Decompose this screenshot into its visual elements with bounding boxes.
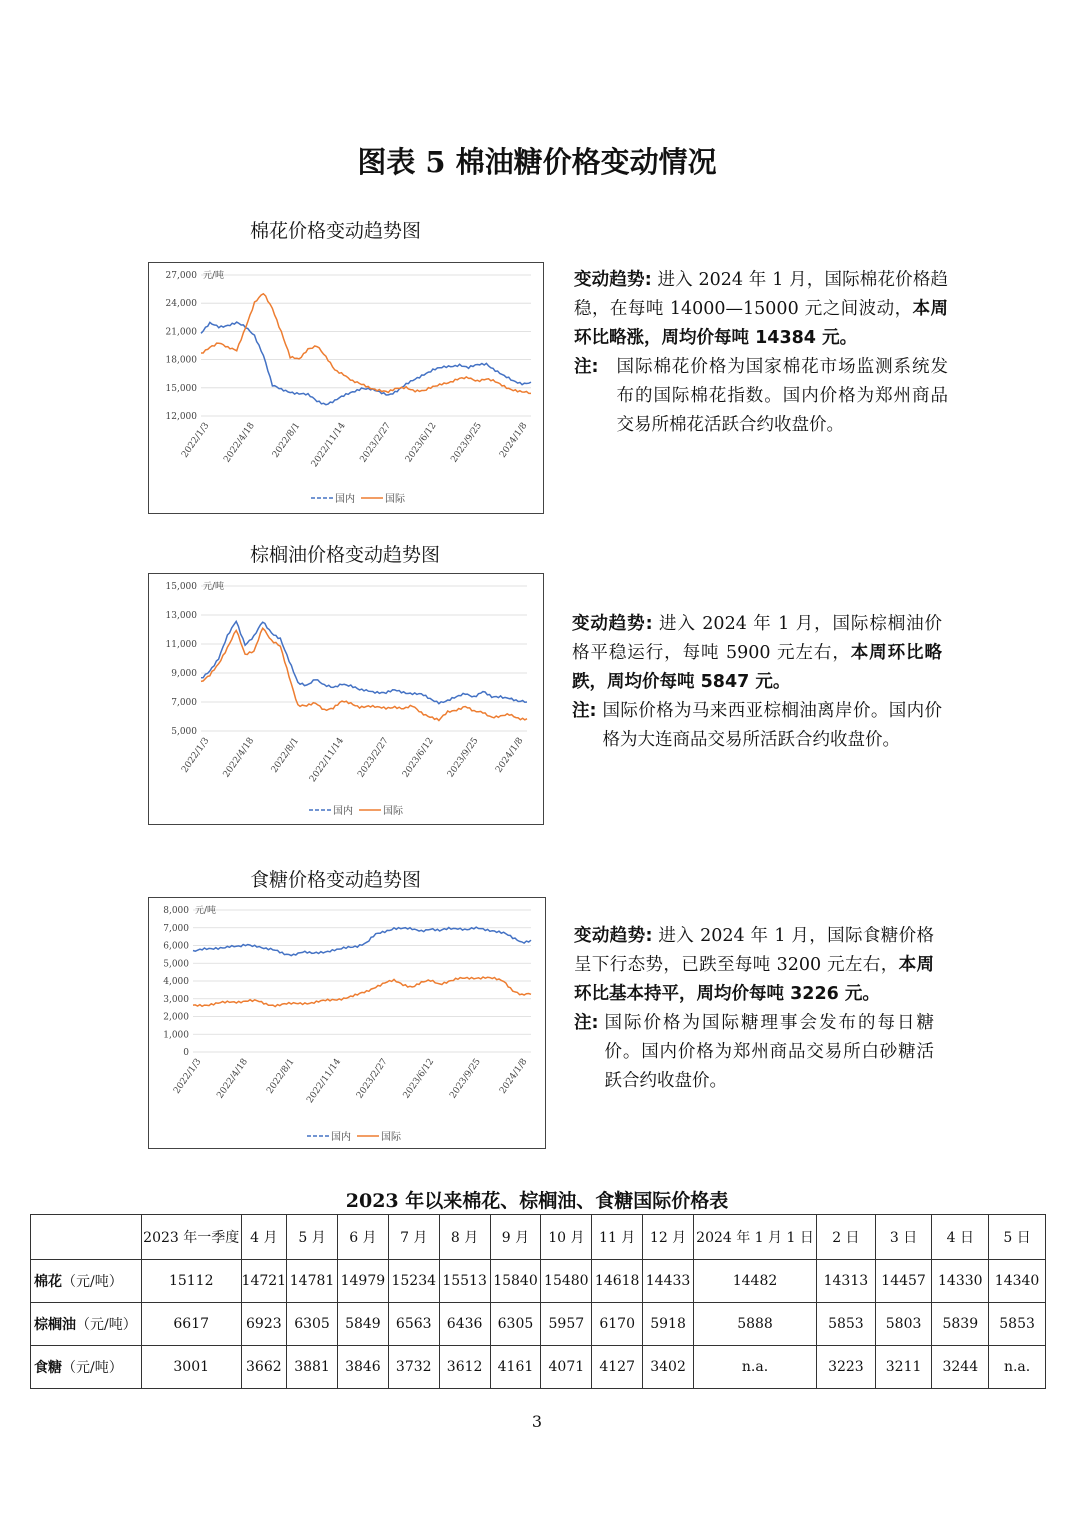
trend-label: 变动趋势: bbox=[574, 926, 653, 946]
y-tick-label: 24,000 bbox=[165, 299, 197, 310]
table-cell: 15480 bbox=[541, 1260, 592, 1303]
note-text: 国际价格为马来西亚棕榈油离岸价。国内价格为大连商品交易所活跃合约收盘价。 bbox=[602, 701, 942, 750]
y-tick-label: 5,000 bbox=[171, 727, 197, 737]
series-line-domestic bbox=[201, 621, 527, 703]
table-row-header bbox=[31, 1260, 142, 1303]
table-cell: 3223 bbox=[817, 1346, 876, 1389]
table-cell: 6436 bbox=[439, 1303, 490, 1346]
table-cell: 6170 bbox=[592, 1303, 643, 1346]
x-tick-label: 2024/1/8 bbox=[494, 735, 526, 775]
y-tick-label: 7,000 bbox=[171, 698, 197, 708]
table-cell: 14330 bbox=[932, 1260, 989, 1303]
y-tick-label: 27,000 bbox=[165, 271, 197, 281]
commodity-name: 棕榈油 bbox=[34, 1317, 76, 1333]
table-header-cell: 3 日 bbox=[875, 1215, 932, 1260]
y-tick-label: 7,000 bbox=[163, 923, 189, 934]
trend-text: 进入 2024 年 1 月，国际棉花价格趋稳，在每吨 14000—15000 元之间波动， bbox=[574, 270, 948, 319]
table-cell: 15840 bbox=[490, 1260, 541, 1303]
table-header-cell: 9 月 bbox=[490, 1215, 541, 1260]
y-tick-label: 11,000 bbox=[165, 640, 197, 650]
note-label: 注: bbox=[574, 357, 599, 377]
x-tick-label: 2023/9/25 bbox=[448, 1056, 483, 1101]
sugar-note bbox=[574, 1009, 934, 1096]
y-tick-label: 15,000 bbox=[165, 582, 197, 592]
table-cell: 3881 bbox=[287, 1346, 338, 1389]
y-tick-label: 12,000 bbox=[165, 412, 197, 422]
sugar-price-chart-svg bbox=[149, 898, 545, 1148]
x-tick-label: 2023/2/27 bbox=[358, 420, 394, 465]
palm-oil-trend bbox=[572, 610, 942, 697]
sugar-description bbox=[574, 922, 934, 1096]
note-label: 注: bbox=[572, 701, 597, 721]
table-header-cell: 11 月 bbox=[592, 1215, 643, 1260]
y-tick-label: 8,000 bbox=[163, 906, 189, 916]
table-cell: 15112 bbox=[141, 1260, 241, 1303]
y-tick-label: 15,000 bbox=[165, 383, 197, 394]
table-header-cell: 4 日 bbox=[932, 1215, 989, 1260]
table-title: 2023 年以来棉花、棕榈油、食糖国际价格表 bbox=[345, 1190, 729, 1212]
trend-label: 变动趋势: bbox=[574, 270, 652, 290]
x-tick-label: 2023/6/12 bbox=[401, 1056, 437, 1101]
palm-oil-chart-title: 棕榈油价格变动趋势图 bbox=[250, 544, 441, 566]
series-line-international bbox=[193, 977, 531, 1007]
palm-oil-chart bbox=[148, 573, 544, 825]
x-tick-label: 2022/11/14 bbox=[308, 735, 347, 785]
unit-label: （元/吨） bbox=[62, 1360, 123, 1376]
table-header-cell bbox=[31, 1215, 142, 1260]
cotton-note bbox=[574, 353, 948, 440]
x-tick-label: 2022/1/3 bbox=[180, 420, 212, 460]
table-cell: 5839 bbox=[932, 1303, 989, 1346]
y-tick-label: 0 bbox=[183, 1048, 189, 1058]
cotton-trend bbox=[574, 266, 948, 353]
table-cell: 3846 bbox=[337, 1346, 388, 1389]
series-line-international bbox=[201, 628, 527, 720]
legend-domestic-label: 国内 bbox=[335, 494, 355, 505]
cotton-chart-title: 棉花价格变动趋势图 bbox=[250, 220, 422, 242]
table-cell: 14313 bbox=[817, 1260, 876, 1303]
note-text: 国际棉花价格为国家棉花市场监测系统发布的国际棉花指数。国内价格为郑州商品交易所棉花活跃合约收盘价。 bbox=[616, 357, 948, 435]
legend-domestic-label: 国内 bbox=[331, 1132, 351, 1143]
table-cell: 5888 bbox=[693, 1303, 816, 1346]
commodity-name: 棉花 bbox=[34, 1274, 62, 1290]
palm-oil-description bbox=[572, 610, 942, 755]
x-tick-label: 2022/11/14 bbox=[305, 1056, 344, 1106]
table-cell: 3662 bbox=[241, 1346, 287, 1389]
table-cell: 14781 bbox=[287, 1260, 338, 1303]
table-header-cell: 12 月 bbox=[643, 1215, 694, 1260]
legend-domestic-label: 国内 bbox=[333, 806, 353, 817]
table-row-header bbox=[31, 1303, 142, 1346]
legend-international-label: 国际 bbox=[381, 1132, 401, 1143]
table-cell: 5853 bbox=[989, 1303, 1046, 1346]
table-cell: 14457 bbox=[875, 1260, 932, 1303]
table-cell: 6305 bbox=[287, 1303, 338, 1346]
table-cell: 3612 bbox=[439, 1346, 490, 1389]
trend-bold-text: 本周环比基本持平，周均价每吨 3226 元。 bbox=[574, 955, 934, 1004]
trend-bold-text: 本周环比略跌，周均价每吨 5847 元。 bbox=[572, 643, 942, 692]
y-tick-label: 1,000 bbox=[163, 1030, 189, 1041]
table-cell: 14433 bbox=[643, 1260, 694, 1303]
table-header-row bbox=[31, 1215, 1046, 1260]
x-tick-label: 2022/1/3 bbox=[180, 735, 212, 775]
unit-label: 元/吨 bbox=[195, 906, 217, 916]
legend-international-label: 国际 bbox=[385, 494, 405, 505]
table-cell: 3211 bbox=[875, 1346, 932, 1389]
sugar-chart-title: 食糖价格变动趋势图 bbox=[250, 869, 422, 891]
table-cell: 6923 bbox=[241, 1303, 287, 1346]
x-tick-label: 2023/2/27 bbox=[355, 1056, 390, 1101]
y-tick-label: 13,000 bbox=[165, 611, 197, 621]
series-line-international bbox=[201, 294, 531, 394]
x-tick-label: 2022/8/1 bbox=[265, 1056, 297, 1096]
note-label: 注: bbox=[574, 1013, 599, 1033]
trend-text: 进入 2024 年 1 月，国际棕榈油价格平稳运行，每吨 5900 元左右， bbox=[572, 614, 943, 663]
table-cell: 14721 bbox=[241, 1260, 287, 1303]
table-cell: n.a. bbox=[989, 1346, 1046, 1389]
x-tick-label: 2022/11/14 bbox=[309, 420, 348, 470]
table-cell: 5853 bbox=[817, 1303, 876, 1346]
x-tick-label: 2022/8/1 bbox=[269, 735, 302, 775]
series-line-domestic bbox=[193, 927, 531, 956]
cotton-price-chart-svg bbox=[149, 263, 543, 513]
unit-label: （元/吨） bbox=[76, 1317, 137, 1333]
y-tick-label: 5,000 bbox=[163, 959, 189, 970]
table-cell: 3001 bbox=[141, 1346, 241, 1389]
commodity-name: 食糖 bbox=[34, 1360, 62, 1376]
y-tick-label: 3,000 bbox=[163, 994, 189, 1005]
note-text: 国际价格为国际糖理事会发布的每日糖价。国内价格为郑州商品交易所白砂糖活跃合约收盘价。 bbox=[604, 1013, 934, 1091]
y-tick-label: 18,000 bbox=[165, 355, 197, 366]
table-cell: 3402 bbox=[643, 1346, 694, 1389]
x-tick-label: 2022/4/18 bbox=[215, 1056, 251, 1101]
table-cell: 14979 bbox=[337, 1260, 388, 1303]
table-cell: 15234 bbox=[388, 1260, 439, 1303]
table-cell: 15513 bbox=[439, 1260, 490, 1303]
y-tick-label: 2,000 bbox=[163, 1012, 189, 1023]
x-tick-label: 2024/1/8 bbox=[498, 420, 530, 460]
table-row bbox=[31, 1346, 1046, 1389]
table-header-cell: 5 月 bbox=[287, 1215, 338, 1260]
table-cell: 6563 bbox=[388, 1303, 439, 1346]
sugar-chart bbox=[148, 897, 546, 1149]
table-cell: 3244 bbox=[932, 1346, 989, 1389]
table-cell: 14618 bbox=[592, 1260, 643, 1303]
series-line-domestic bbox=[201, 322, 531, 405]
x-tick-label: 2022/4/18 bbox=[221, 735, 257, 780]
x-tick-label: 2023/6/12 bbox=[403, 420, 439, 465]
table-cell: 5849 bbox=[337, 1303, 388, 1346]
cotton-description bbox=[574, 266, 948, 440]
table-cell: 5957 bbox=[541, 1303, 592, 1346]
table-header-cell: 6 月 bbox=[337, 1215, 388, 1260]
table-cell: 4161 bbox=[490, 1346, 541, 1389]
page-title: 图表 5 棉油糖价格变动情况 bbox=[357, 145, 717, 179]
legend-international-label: 国际 bbox=[383, 806, 403, 817]
cotton-chart bbox=[148, 262, 544, 514]
table-cell: 6305 bbox=[490, 1303, 541, 1346]
x-tick-label: 2023/9/25 bbox=[449, 420, 485, 465]
unit-label: 元/吨 bbox=[203, 582, 225, 592]
unit-label: （元/吨） bbox=[62, 1274, 123, 1290]
palm-oil-note bbox=[572, 697, 942, 755]
table-header-cell: 2024 年 1 月 1 日 bbox=[693, 1215, 816, 1260]
sugar-trend bbox=[574, 922, 934, 1009]
unit-label: 元/吨 bbox=[203, 271, 225, 281]
price-table bbox=[30, 1214, 1046, 1389]
trend-label: 变动趋势: bbox=[572, 614, 653, 634]
table-cell: 14340 bbox=[989, 1260, 1046, 1303]
table-header-cell: 10 月 bbox=[541, 1215, 592, 1260]
table-cell: 5803 bbox=[875, 1303, 932, 1346]
table-header-cell: 8 月 bbox=[439, 1215, 490, 1260]
table-header-cell: 5 日 bbox=[989, 1215, 1046, 1260]
table-cell: 6617 bbox=[141, 1303, 241, 1346]
table-cell: 4127 bbox=[592, 1346, 643, 1389]
page-number: 3 bbox=[531, 1412, 543, 1431]
x-tick-label: 2023/9/25 bbox=[445, 735, 481, 780]
table-row bbox=[31, 1260, 1046, 1303]
table-header-cell: 4 月 bbox=[241, 1215, 287, 1260]
y-tick-label: 4,000 bbox=[163, 977, 189, 987]
table-header-cell: 7 月 bbox=[388, 1215, 439, 1260]
x-tick-label: 2023/2/27 bbox=[356, 735, 391, 780]
table-row-header bbox=[31, 1346, 142, 1389]
table-cell: n.a. bbox=[693, 1346, 816, 1389]
y-tick-label: 6,000 bbox=[163, 941, 189, 952]
x-tick-label: 2023/6/12 bbox=[401, 735, 436, 780]
trend-bold-text: 本周环比略涨，周均价每吨 14384 元。 bbox=[574, 299, 948, 348]
table-header-cell: 2 日 bbox=[817, 1215, 876, 1260]
table-cell: 14482 bbox=[693, 1260, 816, 1303]
table-cell: 3732 bbox=[388, 1346, 439, 1389]
trend-text: 进入 2024 年 1 月，国际食糖价格呈下行态势，已跌至每吨 3200 元左右， bbox=[574, 926, 935, 975]
y-tick-label: 21,000 bbox=[165, 327, 197, 338]
x-tick-label: 2022/4/18 bbox=[222, 420, 257, 465]
x-tick-label: 2024/1/8 bbox=[498, 1056, 530, 1096]
table-cell: 5918 bbox=[643, 1303, 694, 1346]
y-tick-label: 9,000 bbox=[171, 669, 197, 679]
x-tick-label: 2022/8/1 bbox=[270, 420, 303, 460]
table-cell: 4071 bbox=[541, 1346, 592, 1389]
table-row bbox=[31, 1303, 1046, 1346]
table-header-cell: 2023 年一季度 bbox=[141, 1215, 241, 1260]
palm-oil-price-chart-svg bbox=[149, 574, 543, 824]
x-tick-label: 2022/1/3 bbox=[172, 1056, 204, 1096]
